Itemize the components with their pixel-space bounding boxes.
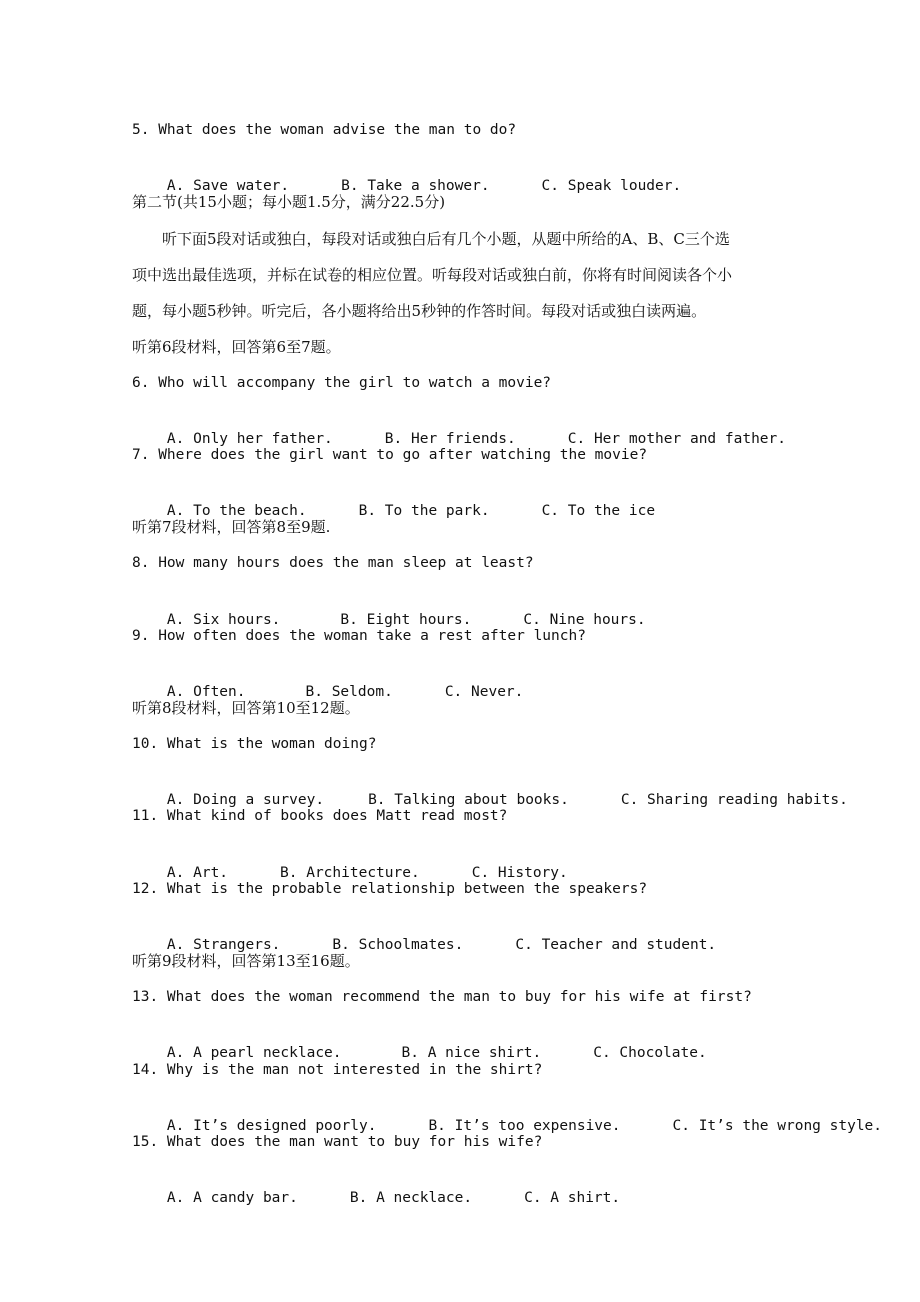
material-8-heading: 听第8段材料，回答第10至12题。	[132, 699, 360, 717]
option-b: B. Seldom.	[305, 684, 393, 700]
question-5: 5. What does the woman advise the man to do?	[132, 122, 517, 138]
question-14: 14. Why is the man not interested in the shirt?	[132, 1062, 543, 1078]
option-b: B. Talking about books.	[368, 792, 569, 808]
option-b: B. Schoolmates.	[332, 937, 464, 953]
question-11: 11. What kind of books does Matt read most?	[132, 808, 508, 824]
option-b: B. Eight hours.	[340, 612, 472, 628]
option-b: B. To the park.	[358, 503, 490, 519]
question-15: 15. What does the man want to buy for his wife?	[132, 1134, 543, 1150]
option-c: C. Chocolate.	[593, 1045, 707, 1061]
material-6-heading: 听第6段材料，回答第6至7题。	[132, 338, 341, 356]
option-c: C. Sharing reading habits.	[620, 792, 848, 808]
instruction-line-3: 题，每小题5秒钟。听完后，各小题将给出5秒钟的作答时间。每段对话或独白读两遍。	[132, 302, 707, 320]
option-c: C. Speak louder.	[541, 178, 682, 194]
option-a: A. Strangers.	[166, 937, 281, 953]
question-7: 7. Where does the girl want to go after watching the movie?	[132, 447, 648, 463]
question-12: 12. What is the probable relationship between the speakers?	[132, 881, 648, 897]
question-8: 8. How many hours does the man sleep at least?	[132, 555, 534, 571]
material-9-heading: 听第9段材料，回答第13至16题。	[132, 952, 360, 970]
option-c: C. Never.	[444, 684, 524, 700]
option-a: A. Often.	[166, 684, 246, 700]
option-c: C. To the ice	[541, 503, 656, 519]
instruction-line-2: 项中选出最佳选项，并标在试卷的相应位置。听每段对话或独白前，你将有时间阅读各个小	[132, 266, 733, 284]
option-c: C. Her mother and father.	[567, 431, 786, 447]
instruction-line-1: 听下面5段对话或独白，每段对话或独白后有几个小题，从题中所给的A、B、C三个选	[162, 230, 730, 248]
option-c: C. Nine hours.	[523, 612, 646, 628]
question-15-options	[132, 1168, 620, 1228]
option-b: B. Take a shower.	[341, 178, 490, 194]
option-b: B. Architecture.	[280, 865, 420, 881]
option-b: B. Her friends.	[384, 431, 516, 447]
option-c: C. A shirt.	[524, 1190, 621, 1206]
option-a: A. Six hours.	[166, 612, 281, 628]
option-a: A. Art.	[166, 865, 229, 881]
question-9: 9. How often does the woman take a rest after lunch?	[132, 628, 586, 644]
question-13: 13. What does the woman recommend the man to buy for his wife at first?	[132, 989, 752, 1005]
option-c: C. It’s the wrong style.	[672, 1118, 883, 1134]
option-c: C. Teacher and student.	[515, 937, 717, 953]
option-a: A. It’s designed poorly.	[166, 1118, 377, 1134]
option-b: B. A nice shirt.	[401, 1045, 542, 1061]
option-b: B. A necklace.	[349, 1190, 473, 1206]
option-c: C. History.	[471, 865, 568, 881]
question-10: 10. What is the woman doing?	[132, 736, 377, 752]
material-7-heading: 听第7段材料，回答第8至9题.	[132, 518, 331, 536]
option-a: A. A pearl necklace.	[166, 1045, 342, 1061]
option-a: A. To the beach.	[166, 503, 307, 519]
option-a: A. Save water.	[166, 178, 290, 194]
option-a: A. Doing a survey.	[166, 792, 325, 808]
option-a: A. A candy bar.	[166, 1190, 298, 1206]
section-title: 第二节(共15小题；每小题1.5分，满分22.5分)	[132, 193, 446, 211]
option-a: A. Only her father.	[166, 431, 333, 447]
question-6: 6. Who will accompany the girl to watch a movie?	[132, 375, 552, 391]
option-b: B. It’s too expensive.	[428, 1118, 621, 1134]
